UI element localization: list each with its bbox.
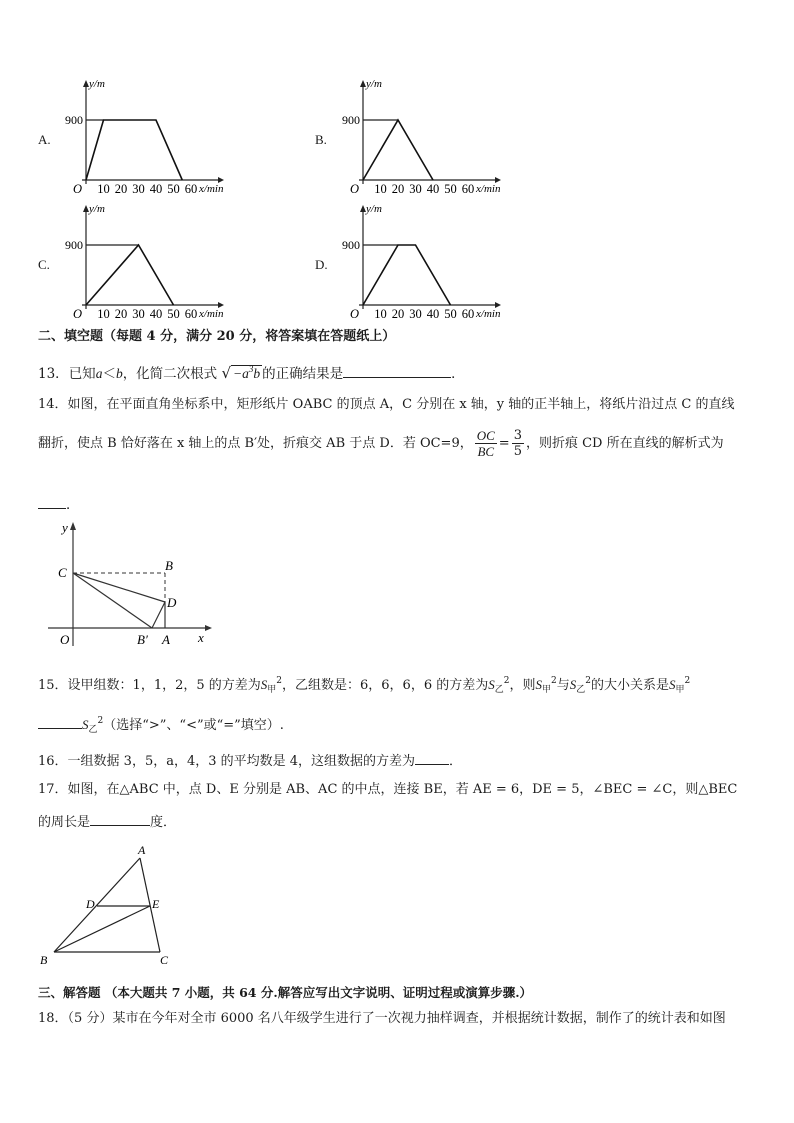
q14-segment-bpd (152, 602, 165, 628)
q14-label-b: B (165, 558, 173, 573)
q14-equals: = (498, 436, 510, 451)
y-axis-label: y/m (366, 203, 382, 215)
q17-label-d: D (86, 897, 95, 911)
x-tick-label: 20 (391, 182, 405, 196)
q17-segment-be (54, 906, 150, 952)
origin-label: O (72, 307, 82, 321)
x-axis-label: x/min (199, 183, 224, 195)
y-axis-label: y/m (89, 78, 105, 90)
distance-time-line (363, 120, 433, 180)
x-tick-label: 10 (97, 182, 110, 196)
q13-end: ． (451, 366, 465, 382)
x-tick-label: 20 (391, 307, 405, 321)
x-tick-label: 40 (149, 307, 163, 321)
x-axis-label: x/min (476, 183, 501, 195)
q15-s-jia: S (260, 677, 268, 692)
q15-part-a: 15．设甲组数：1，1，2，5 的方差为 (38, 678, 261, 693)
section-3-heading: 三、解答题 （本大题共 7 小题，共 64 分.解答应写出文字说明、证明过程或演算步骤.） (38, 985, 533, 1000)
q14-line3 (38, 494, 80, 514)
q16-answer-blank[interactable] (415, 750, 449, 765)
x-tick-label: 50 (444, 182, 457, 196)
q15-sq-1: 2 (276, 676, 283, 686)
q14-line2 (38, 428, 724, 459)
q14-label-y: y (62, 520, 68, 535)
y-axis-label: y/m (366, 78, 382, 90)
q13-mid: ，化简二次根式 (122, 366, 218, 382)
q14-label-bprime: B′ (137, 632, 148, 647)
q15-part-d: 与 (556, 678, 570, 693)
q13-number: 13． (38, 366, 69, 382)
x-tick-label: 50 (167, 307, 180, 321)
graph-option-b (342, 75, 535, 200)
x-tick-label: 10 (97, 307, 110, 321)
q15-sq-3: 2 (551, 676, 557, 686)
q13-answer-blank[interactable] (343, 363, 451, 378)
q13-post: 的正确结果是 (262, 366, 344, 382)
q17-line2-post: 度． (150, 815, 177, 830)
q14-label-a: A (162, 632, 170, 647)
y-axis-label: y/m (89, 203, 105, 215)
q14-frac2-den: 5 (513, 444, 522, 459)
q14-label-c: C (58, 565, 67, 580)
q15-part-e: 的大小关系是 (591, 678, 670, 693)
q13-less-than: ＜ (102, 366, 116, 382)
q13-var-b: b (115, 366, 123, 381)
q13-var-a: a (95, 366, 103, 381)
q17-line2 (38, 811, 176, 832)
q15-sq-4: 2 (585, 676, 592, 686)
x-tick-label: 30 (132, 307, 145, 321)
q13-radicand-b: b (253, 366, 261, 381)
q16-text: 16．一组数据 3，5，a，4，3 的平均数是 4，这组数据的方差为 (38, 754, 416, 769)
x-tick-label: 40 (426, 182, 440, 196)
distance-time-line (363, 245, 451, 305)
q15-s-yi-3: S (82, 717, 89, 732)
x-tick-label: 30 (409, 307, 422, 321)
x-tick-label: 60 (184, 307, 198, 321)
y-tick-900: 900 (65, 113, 83, 127)
q13-radical: √ $-a^3b$ (221, 364, 261, 382)
graph-option-c (65, 200, 258, 325)
option-c-label: C. (38, 257, 50, 272)
q15-sub-jia-3: 甲 (675, 685, 685, 695)
q15-s-yi-2: S (569, 677, 577, 692)
q17-line2-pre: 的周长是 (38, 815, 91, 830)
q17-label-c: C (160, 953, 169, 967)
q15-s-jia-3: S (669, 677, 676, 692)
q14-fraction-3-5 (512, 428, 524, 459)
q14-segment-cd (73, 573, 165, 602)
x-axis-label: x/min (199, 308, 224, 320)
q14-line2-pre: 翻折，使点 B 恰好落在 x 轴上的点 B′处，折痕交 AB 于点 D．若 OC=9， (38, 436, 473, 451)
x-tick-label: 20 (114, 182, 128, 196)
origin-label: O (72, 182, 82, 196)
q14-segment-cbp (73, 573, 152, 628)
question-18: 18．（5 分）某市在今年对全市 6000 名八年级学生进行了一次视力抽样调查，并根据统计数据，制作了的统计表和如图 (38, 1011, 726, 1026)
q15-sub-yi-2: 乙 (576, 685, 586, 695)
x-tick-label: 50 (167, 182, 180, 196)
option-a-label: A. (38, 132, 51, 147)
x-tick-label: 60 (461, 307, 475, 321)
q14-y-arrow (70, 522, 76, 530)
origin-label: O (349, 307, 359, 321)
y-tick-900: 900 (342, 113, 360, 127)
q14-line1: 14．如图，在平面直角坐标系中，矩形纸片 OABC 的顶点 A，C 分别在 x 轴，y 轴的正半轴上，将纸片沿过点 C 的直线 (38, 397, 735, 412)
q14-frac2-num: 3 (513, 428, 522, 443)
q14-frac1-den: BC (477, 444, 495, 459)
q15-sub-yi-3: 乙 (88, 725, 98, 735)
q15-s-jia-2: S (535, 677, 542, 692)
q14-frac1-num: OC (476, 428, 495, 443)
q15-sub-jia: 甲 (267, 685, 277, 695)
q14-line2-post: ，则折痕 CD 所在直线的解析式为 (525, 436, 724, 451)
q14-label-d: D (167, 595, 177, 610)
option-d-label: D. (315, 257, 328, 272)
x-tick-label: 60 (461, 182, 475, 196)
q17-figure (38, 840, 178, 970)
x-tick-label: 60 (184, 182, 198, 196)
q15-sub-yi: 乙 (494, 685, 504, 695)
origin-label: O (349, 182, 359, 196)
x-tick-label: 30 (132, 182, 145, 196)
x-axis-label: x/min (476, 308, 501, 320)
option-b-label: B. (315, 132, 327, 147)
q17-label-e: E (152, 897, 160, 911)
q15-s-yi: S (488, 677, 495, 692)
q17-segment-ab (54, 858, 140, 952)
q14-figure (40, 518, 215, 648)
q15-sq-2: 2 (503, 676, 510, 686)
q15-part-c: ，则 (509, 678, 536, 693)
y-tick-900: 900 (65, 238, 83, 252)
q17-answer-blank[interactable] (90, 811, 150, 826)
graph-option-d (342, 200, 535, 325)
q15-sub-jia-2: 甲 (542, 685, 552, 695)
x-tick-label: 30 (409, 182, 422, 196)
x-tick-label: 10 (374, 307, 387, 321)
q14-end: ． (66, 497, 80, 513)
x-tick-label: 40 (426, 307, 440, 321)
x-tick-label: 10 (374, 182, 387, 196)
q13-pre: 已知 (68, 366, 96, 382)
section-2-heading: 二、填空题（每题 4 分，满分 20 分，将答案填在答题纸上） (38, 329, 396, 344)
x-tick-label: 20 (114, 307, 128, 321)
q13-radicand: −a (233, 366, 249, 381)
distance-time-line (86, 120, 182, 180)
q15-part-b: ，乙组数是：6，6，6，6 的方差为 (282, 678, 489, 693)
q14-label-x: x (198, 630, 204, 645)
q15-sq-6: 2 (97, 716, 104, 726)
question-13 (38, 360, 465, 383)
q16-end: ． (449, 754, 463, 769)
q15-sq-5: 2 (684, 676, 691, 686)
q14-label-o: O (60, 632, 70, 647)
x-tick-label: 50 (444, 307, 457, 321)
q15-answer-blank[interactable] (38, 714, 82, 729)
q17-label-b: B (40, 953, 48, 967)
q14-answer-blank[interactable] (38, 494, 66, 509)
q15-line1 (38, 672, 690, 699)
y-tick-900: 900 (342, 238, 360, 252)
distance-time-line (86, 245, 174, 305)
q14-fraction-oc-bc (475, 428, 497, 459)
x-tick-label: 40 (149, 182, 163, 196)
q13-exponent: 3 (248, 364, 254, 374)
q14-x-arrow (205, 625, 212, 631)
q15-line2 (38, 712, 284, 739)
question-16 (38, 750, 462, 771)
q17-line1: 17．如图，在△ABC 中，点 D、E 分别是 AB、AC 的中点，连接 BE，若 AE = 6，DE = 5，∠BEC = ∠C，则△BEC (38, 782, 738, 797)
graph-option-a (65, 75, 258, 200)
q15-line2-text: （选择“>”、“<”或“=”填空）. (103, 718, 284, 733)
q17-label-a: A (138, 843, 146, 857)
